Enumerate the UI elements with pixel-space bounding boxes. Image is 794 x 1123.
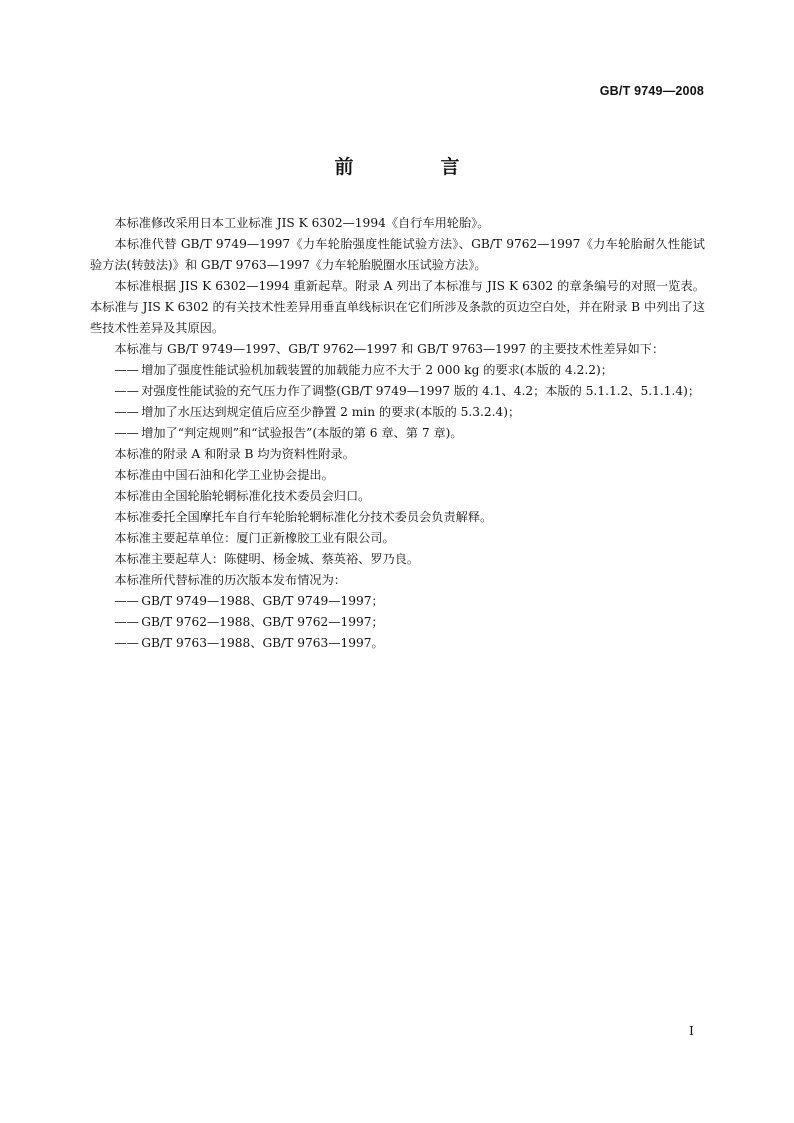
- dash-mark: ——: [114, 384, 139, 398]
- paragraph: 本标准与 GB/T 9749—1997、GB/T 9762—1997 和 GB/T 9763—1997 的主要技术性差异如下：: [114, 342, 665, 356]
- list-item: [90, 360, 705, 381]
- list-item-text: 对强度性能试验的充气压力作了调整(GB/T 9749—1997 版的 4.1、4.2；本版的 5.1.1.2、5.1.1.4)；: [141, 384, 701, 398]
- standard-number: GB/T 9749—2008: [599, 84, 704, 98]
- dash-mark: ——: [114, 405, 139, 419]
- list-item: [90, 591, 705, 612]
- list-item-text: GB/T 9763—1988、GB/T 9763—1997。: [141, 636, 384, 650]
- list-item-text: 增加了水压达到规定值后应至少静置 2 min 的要求(本版的 5.3.2.4)；: [141, 405, 521, 419]
- list-item-text: 增加了“判定规则”和“试验报告”(本版的第 6 章、第 7 章)。: [141, 426, 463, 440]
- list-item: [90, 612, 705, 633]
- list-item: [90, 633, 705, 654]
- list-item-text: GB/T 9749—1988、GB/T 9749—1997；: [141, 594, 384, 608]
- dash-mark: ——: [114, 615, 139, 629]
- page-title: 前 言: [334, 156, 494, 178]
- dash-mark: ——: [114, 636, 139, 650]
- paragraph: 本标准主要起草人：陈健明、杨金城、蔡英裕、罗乃良。: [114, 552, 420, 566]
- paragraph: 本标准由全国轮胎轮辋标准化技术委员会归口。: [114, 489, 371, 503]
- page-number: I: [689, 1023, 694, 1038]
- dash-mark: ——: [114, 594, 139, 608]
- paragraph: 本标准修改采用日本工业标准 JIS K 6302—1994《自行车用轮胎》。: [114, 216, 490, 230]
- list-item: [90, 381, 705, 402]
- paragraph: 本标准委托全国摩托车自行车轮胎轮辋标准化分技术委员会负责解释。: [114, 510, 493, 524]
- paragraph: 本标准由中国石油和化学工业协会提出。: [114, 468, 334, 482]
- dash-mark: ——: [114, 426, 139, 440]
- list-item-text: 增加了强度性能试验机加载装置的加载能力应不大于 2 000 kg 的要求(本版的 4.2.2)；: [141, 363, 613, 377]
- list-item: [90, 423, 705, 444]
- dash-mark: ——: [114, 363, 139, 377]
- paragraph: 本标准代替 GB/T 9749—1997《力车轮胎强度性能试验方法》、GB/T 9762—1997《力车轮胎耐久性能试验方法(转鼓法)》和 GB/T 9763—1997《力车轮胎脱圈水压试验方法》。: [90, 237, 705, 272]
- paragraph: 本标准所代替标准的历次版本发布情况为：: [114, 573, 346, 587]
- list-item: [90, 402, 705, 423]
- paragraph: 本标准根据 JIS K 6302—1994 重新起草。附录 A 列出了本标准与 JIS K 6302 的章条编号的对照一览表。本标准与 JIS K 6302 的有关技术性差异用垂直单线标识在它们所涉及条款的页边空白处，并在附录 B 中列出了这些技术性差异及其原因。: [90, 279, 705, 335]
- foreword-content: [90, 213, 705, 654]
- list-item-text: GB/T 9762—1988、GB/T 9762—1997；: [141, 615, 384, 629]
- paragraph: 本标准主要起草单位：厦门正新橡胶工业有限公司。: [114, 531, 395, 545]
- paragraph: 本标准的附录 A 和附录 B 均为资料性附录。: [114, 447, 355, 461]
